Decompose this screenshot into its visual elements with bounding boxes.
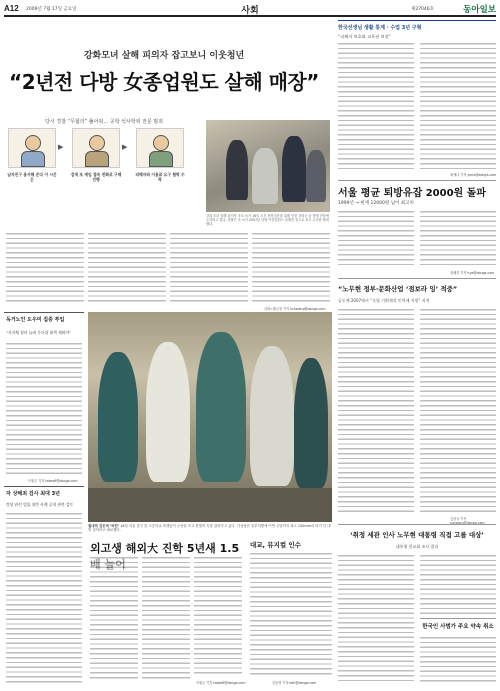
divider bbox=[338, 180, 496, 181]
students-photo-caption bbox=[88, 524, 332, 533]
right-article-5-text bbox=[420, 636, 496, 684]
right-byline-2: 정혜진 기자 hye@donga.com bbox=[450, 271, 495, 275]
left-bottom-subtitle: 정당 관련 법률 위반 사례 공개 관련 검토 bbox=[6, 502, 74, 507]
left-article-subtitle: “지자체 쉼터 늘려 무더위 대책 세워야” bbox=[6, 330, 71, 335]
cartoon-panel-1 bbox=[8, 128, 56, 168]
right-headline-3: “노무현 정부·문화산업 ‘점보라 잉’ 적중” bbox=[338, 285, 458, 293]
bottom-byline-1: 이원주 기자 takeoff@donga.com bbox=[196, 681, 246, 685]
article-text-column bbox=[252, 232, 330, 304]
article-text-column bbox=[170, 232, 248, 304]
main-headline: “2년전 다방 女종업원도 살해 매장” bbox=[9, 70, 319, 94]
divider bbox=[4, 486, 84, 487]
newspaper-brand: 동아일보 bbox=[463, 5, 496, 15]
right-article-3-text bbox=[420, 308, 496, 514]
suspect-photo bbox=[206, 120, 330, 212]
divider bbox=[338, 524, 496, 525]
students-rain-photo bbox=[88, 312, 332, 522]
right-subhead-3: 공동체 2007에서 “독립 기획제작 인력에 지원” 지적 bbox=[338, 298, 430, 303]
right-byline-1: 최예나 기자 yena@donga.com bbox=[450, 173, 497, 177]
right-article-4-text bbox=[420, 554, 496, 614]
issue-date: 2009년 7월 17일 금요일 bbox=[26, 7, 77, 12]
cartoon-panel-3 bbox=[136, 128, 184, 168]
right-subhead-4: 대통령 친교회 조사 결과 bbox=[395, 544, 439, 549]
right-article-text bbox=[338, 42, 414, 170]
article-text-column bbox=[88, 232, 166, 304]
divider bbox=[338, 278, 496, 279]
left-article-byline: 이원주 기자 takeoff@donga.com bbox=[28, 479, 78, 483]
photo-caption-text: 16일 서울 중구 한 고등학교 학생들이 우산을 쓰고 장맛비 속을 걸어가고 있다. 기상청은 중부지방에 이번 주말까지 최고 150mm의 비가 더 내릴 것이라고 예보했다. bbox=[88, 524, 331, 533]
edition-number: 제27046호 bbox=[410, 7, 434, 12]
left-bottom-text bbox=[6, 512, 82, 686]
bottom-article-text bbox=[142, 556, 190, 682]
arrow-right-icon: ▶ bbox=[58, 143, 64, 151]
main-kicker: 강화모녀 살해 피의자 잡고보니 이웃청년 bbox=[83, 51, 245, 61]
left-article-text bbox=[6, 342, 82, 476]
photo-label: 절대적 검은색 ‘파란’ bbox=[88, 524, 120, 528]
cartoon-caption: 검색 또 게임 접속 전화로 구매 진행 bbox=[70, 172, 122, 182]
right-article-3-text bbox=[338, 308, 414, 514]
bottom-article-text bbox=[194, 556, 242, 676]
right-article-2-text bbox=[338, 210, 414, 268]
suspect-photo-caption: 강화 모녀 살해 피의자 조모 씨가 16일 오후 현장검증을 위해 인천 강화군 공 범행 현장에 도착하고 있다. 경찰은 조 씨가 2007년 다방 여종업원도 살해한 것으로 보고 수사를 확대했다. bbox=[206, 214, 329, 227]
cartoon-panel-2 bbox=[72, 128, 120, 168]
right-byline-3: 김성규 기자 sunggyu@donga.com bbox=[450, 517, 485, 525]
divider bbox=[420, 618, 496, 619]
bottom-headline-2: 대교, 뮤지컬 인수 bbox=[250, 541, 301, 549]
bottom-article-text bbox=[90, 556, 138, 682]
right-article-2-text bbox=[420, 210, 496, 268]
divider bbox=[4, 312, 84, 313]
section-title: 사회 bbox=[241, 6, 259, 16]
article-byline: 강화=황금천 기자 kchwang@donga.com bbox=[264, 307, 326, 311]
cartoon-caption: 남자친구 용서해 준다 이 시간은 bbox=[7, 172, 57, 182]
right-article-1-title: 한국선생님 생활 통계 · 수업 3년 구형 bbox=[338, 20, 496, 31]
right-article-1-subtitle: “피해자 보호와 교육권 보장” bbox=[338, 34, 391, 39]
left-bottom-title: 자 상해죄 검사 최대 3년 bbox=[6, 491, 60, 497]
right-article-text bbox=[420, 42, 496, 170]
page-number: A12 bbox=[4, 4, 19, 13]
right-article-4-text bbox=[338, 554, 414, 684]
right-headline-2: 서울 평균 퇴방유잡 2000원 돌파 bbox=[338, 188, 487, 199]
left-article-title: 독거노인 도우미 집중 투입 bbox=[6, 317, 65, 323]
bottom-headline-1: 외고생 해외大 진학 5년새 1.5 bbox=[90, 542, 240, 555]
right-subhead-2: 1999년 → 현재 12000원 넘어 최고치 bbox=[338, 201, 414, 206]
main-subhead: 당시 경찰 “무혐의” 풀어줘… 공학 석사학위 전문 범죄 bbox=[45, 119, 163, 125]
bottom-article-2-text bbox=[250, 552, 332, 676]
bottom-byline-2: 김동혁 기자 kdh@donga.com bbox=[272, 681, 317, 685]
arrow-right-icon: ▶ bbox=[122, 143, 128, 151]
right-headline-5: 한국인 사범가 주요 약속 취소 bbox=[422, 624, 494, 630]
page-header bbox=[4, 3, 496, 17]
cartoon-caption: 피해자와 이용료 요구 협박 수락 bbox=[135, 172, 185, 182]
right-headline-4: ‘취정 세관 인사 노무현 대통령 직접 고를 대상’ bbox=[350, 531, 484, 539]
article-text-column bbox=[6, 232, 84, 304]
